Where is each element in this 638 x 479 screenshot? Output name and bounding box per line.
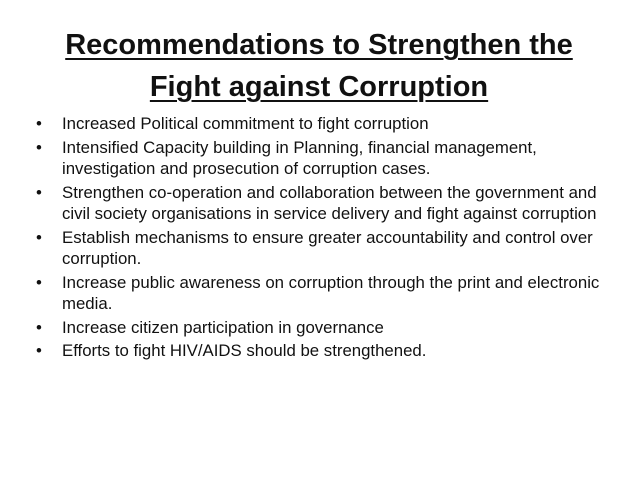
bullet-icon: • — [36, 341, 42, 360]
bullet-item — [36, 113, 602, 135]
bullet-icon: • — [36, 137, 42, 157]
bullet-item — [36, 272, 602, 315]
bullet-icon: • — [36, 227, 42, 247]
bullet-text: Establish mechanisms to ensure greater accountability and control over corruption. — [62, 227, 593, 268]
bullet-item — [36, 137, 602, 180]
bullet-icon: • — [36, 317, 42, 337]
bullet-item — [36, 182, 602, 225]
bullet-item — [36, 317, 602, 339]
bullet-text: Intensified Capacity building in Planning, financial management, investigation and prosecution of corruption cases. — [62, 137, 537, 178]
slide-title-line-1: Recommendations to Strengthen the — [65, 29, 573, 61]
bullet-icon: • — [36, 272, 42, 292]
bullet-text: Strengthen co-operation and collaboration between the government and civil society organisations in service delivery and fight against corruption — [62, 182, 597, 223]
bullet-text: Increased Political commitment to fight corruption — [62, 114, 429, 133]
bullet-text: Efforts to fight HIV/AIDS should be strengthened. — [62, 341, 427, 360]
slide-title-line-2: Fight against Corruption — [149, 71, 489, 103]
bullet-text: Increase citizen participation in governance — [62, 317, 384, 337]
bullet-list — [36, 113, 602, 364]
bullet-icon: • — [36, 182, 42, 202]
bullet-icon: • — [36, 114, 42, 133]
slide-title — [30, 24, 608, 108]
bullet-item — [36, 227, 602, 270]
bullet-item — [36, 340, 602, 362]
bullet-text: Increase public awareness on corruption through the print and electronic media. — [62, 272, 600, 313]
